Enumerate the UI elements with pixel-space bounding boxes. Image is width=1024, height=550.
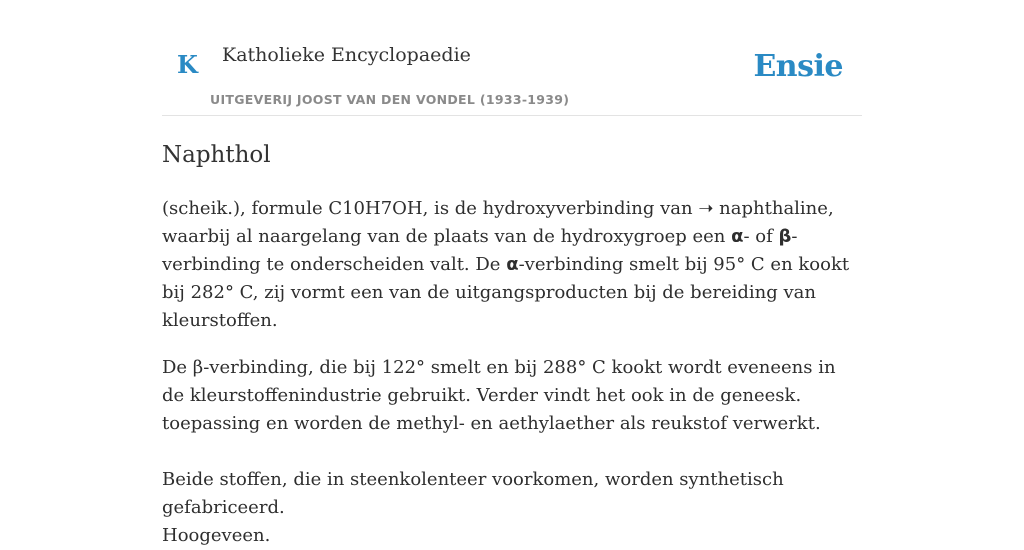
article-title: Naphthol [162,142,271,168]
paragraph-1 [162,195,862,335]
alpha-symbol-2: α [506,254,519,275]
book-title[interactable]: Katholieke Encyclopaedie [222,44,471,66]
p1-text-3: - of [743,226,779,247]
p1-text-1: (scheik.), formule C10H7OH, is de hydroxyverbinding van [162,198,699,219]
p1-text-4: -verbinding te onderscheiden valt. De [162,226,798,275]
naphthaline-link[interactable]: naphthaline [719,198,828,219]
publisher-label: UITGEVERIJ JOOST VAN DEN VONDEL (1933-1939) [210,92,570,107]
p1-text-2: , waarbij al naargelang van de plaats van de hydroxygroep een [162,198,834,247]
brand-logo[interactable]: Ensie [753,49,843,84]
paragraph-2: De β-verbinding, die bij 122° smelt en bij 288° C kookt wordt eveneens in de kleurstoffenindustrie gebruikt. Verder vindt het ook in de geneesk. toepassing en worden de methyl- en aethylaether als reukstof verwerkt. [162,357,836,434]
author: Hoogeveen. [162,525,271,546]
beta-symbol: β [778,226,792,247]
p1-text-5: -verbinding smelt bij 95° C en kookt bij 282° C, zij vormt een van de uitgangsproducten bij de bereiding van kleurstoffen. [162,254,850,331]
arrow-icon: ➝ [698,198,714,219]
article [162,140,862,550]
alpha-symbol: α [731,226,744,247]
p3-text: Beide stoffen, die in steenkolenteer voorkomen, worden synthetisch gefabriceerd. [162,469,784,518]
book-logo[interactable]: K [177,50,198,79]
header [162,0,862,116]
paragraph-3 [162,466,862,550]
